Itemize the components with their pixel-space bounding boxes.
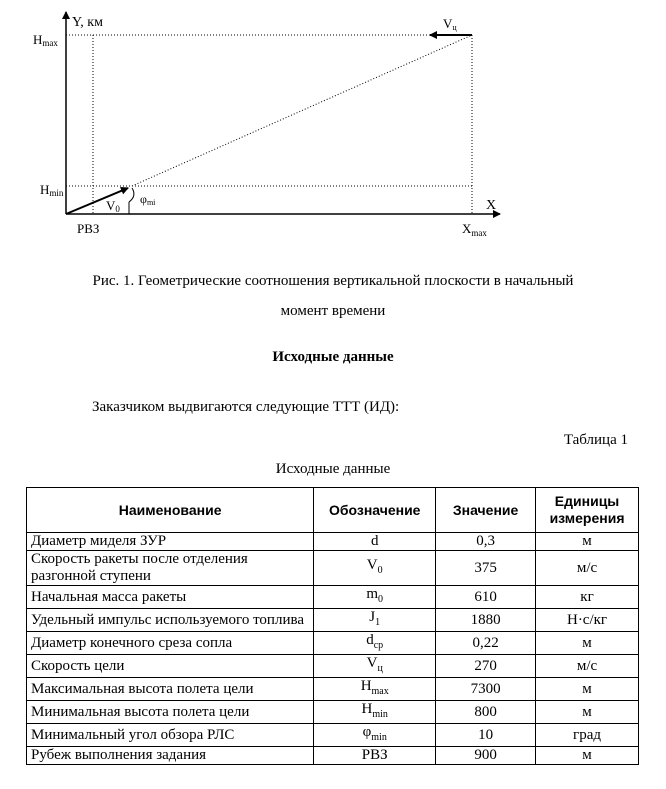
h-max-label: Hmax xyxy=(33,32,58,48)
table-row xyxy=(27,655,639,678)
cell-unit: м/с xyxy=(536,655,639,678)
header-value: Значение xyxy=(436,488,536,533)
symbol-main: H xyxy=(360,678,372,694)
symbol-main: V xyxy=(366,557,378,573)
table-row xyxy=(27,678,639,701)
table-title: Исходные данные xyxy=(275,461,391,477)
table-row xyxy=(27,724,639,747)
header-name: Наименование xyxy=(27,488,314,533)
cell-name: Скорость цели xyxy=(27,655,314,678)
vt-label: Vц xyxy=(443,16,457,32)
cell-unit: м xyxy=(536,632,639,655)
symbol-main: J xyxy=(369,609,376,625)
cell-name: Начальная масса ракеты xyxy=(27,586,314,609)
cell-name: Скорость ракеты после отделения разгонной ступени xyxy=(27,551,314,586)
cell-name: Рубеж выполнения задания xyxy=(27,747,314,765)
table-row xyxy=(27,632,639,655)
header-symbol: Обозначение xyxy=(314,488,436,533)
cell-name: Минимальная высота полета цели xyxy=(27,701,314,724)
cell-name: Удельный импульс используемого топлива xyxy=(27,609,314,632)
figure-caption-line1: Рис. 1. Геометрические соотношения вертикальной плоскости в начальный xyxy=(92,273,574,289)
cell-unit: Н·с/кг xyxy=(536,609,639,632)
table-row xyxy=(27,747,639,765)
cell-unit: кг xyxy=(536,586,639,609)
cell-symbol xyxy=(314,655,436,678)
y-axis-label: Y, км xyxy=(72,15,103,30)
cell-unit: м xyxy=(536,701,639,724)
cell-value: 0,22 xyxy=(436,632,536,655)
symbol-main: φ xyxy=(362,724,372,740)
symbol-subscript: max xyxy=(371,686,389,697)
cell-unit: м/с xyxy=(536,551,639,586)
cell-name: Максимальная высота полета цели xyxy=(27,678,314,701)
cell-symbol xyxy=(314,586,436,609)
geometry-figure xyxy=(0,0,666,250)
x-max-label: $X_{max}$ xyxy=(462,221,487,238)
table-row xyxy=(27,701,639,724)
parameters-table xyxy=(26,487,639,765)
symbol-subscript: min xyxy=(371,732,387,743)
symbol-subscript: 0 xyxy=(377,565,383,576)
symbol-subscript: ср xyxy=(373,640,384,651)
cell-value: 1880 xyxy=(436,609,536,632)
cell-symbol xyxy=(314,533,436,551)
table-header-row xyxy=(27,488,639,533)
table-row xyxy=(27,609,639,632)
cell-value: 10 xyxy=(436,724,536,747)
cell-unit: град xyxy=(536,724,639,747)
cell-name: Диаметр миделя ЗУР xyxy=(27,533,314,551)
symbol-main: V xyxy=(366,655,378,671)
cell-symbol xyxy=(314,678,436,701)
symbol-main: РВЗ xyxy=(361,747,388,763)
rvz-label: РВЗ xyxy=(77,221,100,236)
cell-value: 375 xyxy=(436,551,536,586)
table-body xyxy=(27,533,639,765)
cell-unit: м xyxy=(536,533,639,551)
v0-label: V0 xyxy=(106,198,120,214)
cell-name: Минимальный угол обзора РЛС xyxy=(27,724,314,747)
symbol-main: d xyxy=(366,632,374,648)
symbol-subscript: ц xyxy=(377,663,383,674)
h-min-label: Hmin xyxy=(40,182,64,198)
table-row xyxy=(27,586,639,609)
cell-value: 900 xyxy=(436,747,536,765)
cell-value: 610 xyxy=(436,586,536,609)
phi-label: φmi xyxy=(140,192,156,207)
symbol-main: d xyxy=(370,533,379,549)
cell-symbol xyxy=(314,632,436,655)
cell-symbol xyxy=(314,551,436,586)
cell-value: 0,3 xyxy=(436,533,536,551)
symbol-main: H xyxy=(361,701,373,717)
cell-symbol xyxy=(314,724,436,747)
cell-unit: м xyxy=(536,747,639,765)
phi-angle-arc xyxy=(129,188,134,202)
symbol-subscript: 0 xyxy=(378,594,384,605)
sight-line xyxy=(132,35,472,186)
symbol-main: m xyxy=(366,586,379,602)
table-row xyxy=(27,551,639,586)
table-number: Таблица 1 xyxy=(563,432,628,448)
cell-name: Диаметр конечного среза сопла xyxy=(27,632,314,655)
cell-symbol xyxy=(314,701,436,724)
symbol-subscript: min xyxy=(372,709,388,720)
x-axis-label: X xyxy=(486,198,497,213)
cell-symbol xyxy=(314,747,436,765)
header-units: Единицы измерения xyxy=(536,488,639,533)
section-heading: Исходные данные xyxy=(272,349,394,365)
cell-value: 800 xyxy=(436,701,536,724)
cell-value: 270 xyxy=(436,655,536,678)
symbol-subscript: 1 xyxy=(375,617,381,628)
cell-symbol xyxy=(314,609,436,632)
cell-unit: м xyxy=(536,678,639,701)
cell-value: 7300 xyxy=(436,678,536,701)
figure-caption-line2: момент времени xyxy=(280,303,386,319)
intro-text: Заказчиком выдвигаются следующие ТТТ (ИД): xyxy=(92,399,400,415)
table-row xyxy=(27,533,639,551)
